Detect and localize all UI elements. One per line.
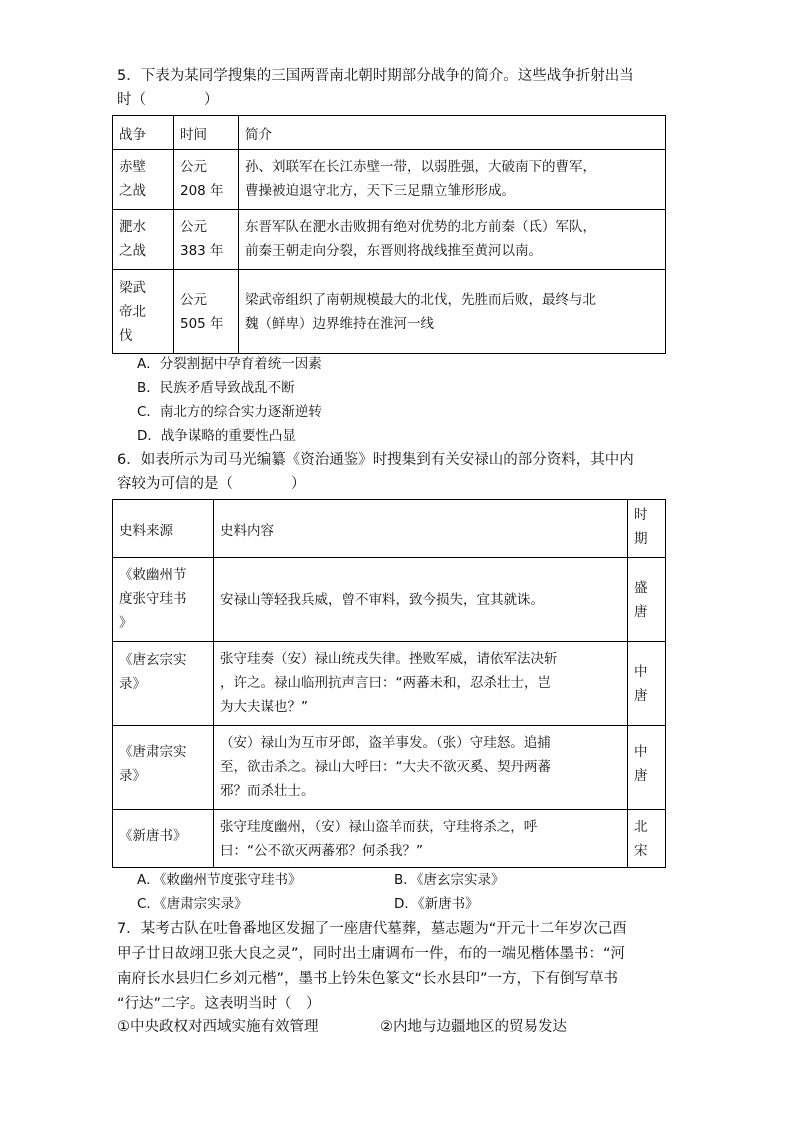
q6-header-period: 时 期 <box>628 500 666 558</box>
table-row: 《唐肃宗实 录》 （安）禄山为互市牙郎，盗羊事发。（张）守珪怒。追捕 至，欲击杀之。禄山大呼曰：“大夫不欲灭奚、契丹两蕃 邪？而杀壮士。 中 唐 <box>113 726 666 810</box>
table-row: 《敕幽州节 度张守珪书 》 安禄山等轻我兵威，曾不审料，致今损失，宜其就诛。 盛 唐 <box>113 558 666 642</box>
q7-stem-line3: 南府长水县归仁乡刘元楷”，墨书上钤朱色篆文“长水县印”一方，下有倒写草书 <box>117 971 619 987</box>
table-row: 《唐玄宗实 录》 张守珪奏（安）禄山统戎失律。挫败军威，请依军法决斩 ，许之。禄山临刑抗声言曰：“两蕃未和，忍杀壮士，岂 为大夫谋也？” 中 唐 <box>113 642 666 726</box>
q5-stem-line2: 时（ ） <box>117 92 219 108</box>
q7-option-1: ①中央政权对西域实施有效管理 <box>117 1019 319 1035</box>
q6-option-b: B．《唐玄宗实录》 <box>394 872 505 888</box>
q6-header-content: 史料内容 <box>214 500 628 558</box>
q6-stem-line1: 6．如表所示为司马光编纂《资治通鉴》时搜集到有关安禄山的部分资料，其中内 <box>117 452 634 468</box>
q5-header-row <box>113 116 666 150</box>
q5-header-war: 战争 <box>113 116 174 150</box>
q6-header-row <box>113 500 666 558</box>
q5-stem-line1: 5．下表为某同学搜集的三国两晋南北朝时期部分战争的简介。这些战争折射出当 <box>117 68 634 84</box>
q5-option-a: A．分裂割据中孕育着统一因素 <box>137 356 322 372</box>
q5-header-desc: 简介 <box>239 116 666 150</box>
q6-header-source: 史料来源 <box>113 500 214 558</box>
q6-stem-line2: 容较为可信的是（ ） <box>117 476 306 492</box>
q5-table <box>112 115 666 354</box>
q5-option-c: C．南北方的综合实力逐渐逆转 <box>137 404 322 420</box>
q7-option-2: ②内地与边疆地区的贸易发达 <box>380 1019 567 1035</box>
table-row: 《新唐书》 张守珪度幽州，（安）禄山盗羊而获，守珪将杀之，呼 曰：“公不欲灭两蕃邪？何杀我？” 北 宋 <box>113 810 666 868</box>
q7-stem-line1: 7．某考古队在吐鲁番地区发掘了一座唐代墓葬，墓志题为“开元十二年岁次己酉 <box>117 921 627 937</box>
q6-option-a: A．《敕幽州节度张守珪书》 <box>137 872 302 888</box>
q6-option-c: C．《唐肃宗实录》 <box>137 896 248 912</box>
q5-option-d: D．战争谋略的重要性凸显 <box>137 428 296 444</box>
q6-option-d: D．《新唐书》 <box>394 896 479 912</box>
q6-table <box>112 499 666 868</box>
q5-header-time: 时间 <box>174 116 239 150</box>
q7-stem-line2: 甲子廿日故翊卫张大良之灵”，同时出土庸调布一件，布的一端见楷体墨书：“河 <box>117 946 626 962</box>
q7-stem-line4: “行达”二字。这表明当时（ ） <box>117 996 321 1012</box>
table-row: 梁武 帝北 伐 公元 505 年 梁武帝组织了南朝规模最大的北伐，先胜而后败，最终与北 魏（鲜卑）边界维持在淮河一线 <box>113 270 666 354</box>
q5-option-b: B．民族矛盾导致战乱不断 <box>137 380 295 396</box>
table-row: 赤壁 之战 公元 208 年 孙、刘联军在长江赤壁一带，以弱胜强，大破南下的曹军， 曹操被迫退守北方，天下三足鼎立雏形形成。 <box>113 150 666 210</box>
table-row: 淝水 之战 公元 383 年 东晋军队在淝水击败拥有绝对优势的北方前秦（氐）军队， 前秦王朝走向分裂，东晋则将战线推至黄河以南。 <box>113 210 666 270</box>
